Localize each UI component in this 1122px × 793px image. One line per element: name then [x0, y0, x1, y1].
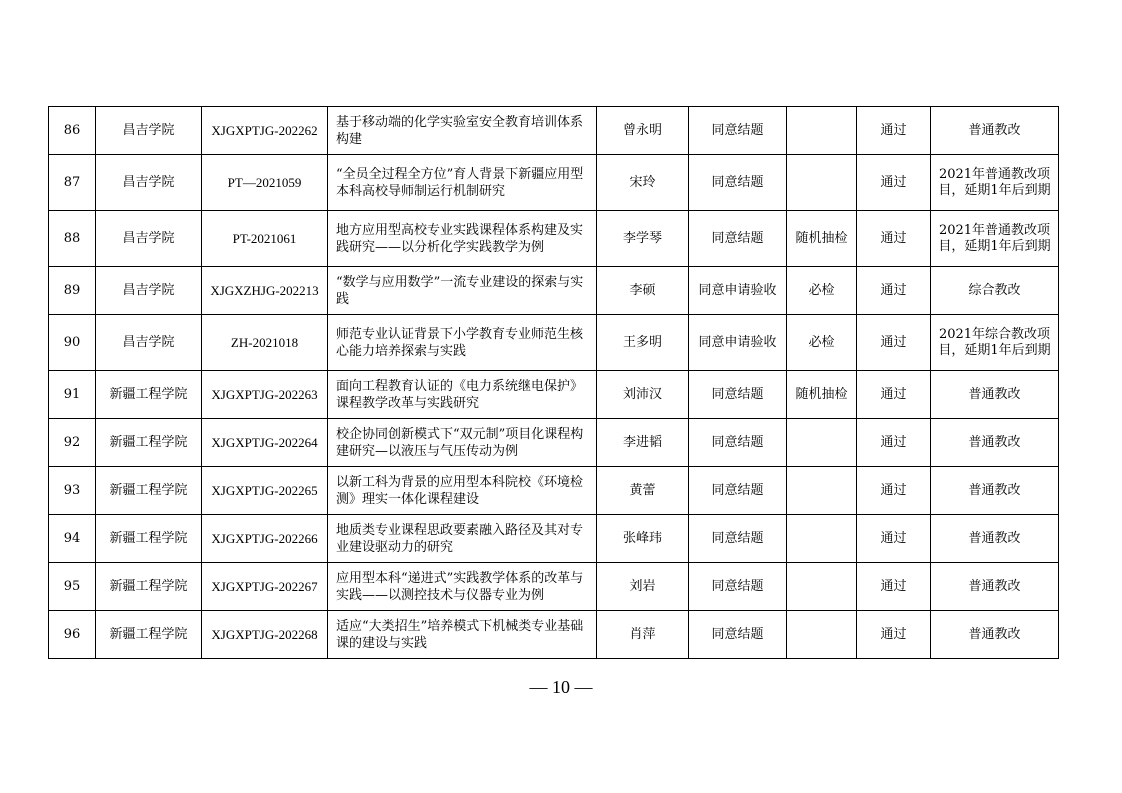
row-number-cell: 91: [49, 371, 96, 419]
project-type-cell: 普通教改: [931, 371, 1059, 419]
result-cell: 通过: [857, 211, 931, 267]
project-code-cell: PT—2021059: [202, 155, 328, 211]
opinion-cell: 同意结题: [689, 211, 787, 267]
inspection-cell: [787, 563, 857, 611]
leader-cell: 李进韬: [597, 419, 689, 467]
school-cell: 昌吉学院: [96, 211, 202, 267]
opinion-cell: 同意结题: [689, 515, 787, 563]
project-type-cell: 普通教改: [931, 515, 1059, 563]
school-cell: 昌吉学院: [96, 315, 202, 371]
project-code-cell: XJGXPTJG-202268: [202, 611, 328, 659]
row-number-cell: 90: [49, 315, 96, 371]
table-row: [49, 371, 1059, 419]
project-type-cell: 普通教改: [931, 419, 1059, 467]
project-table: [48, 106, 1059, 659]
opinion-cell: 同意结题: [689, 563, 787, 611]
project-title-cell: 地方应用型高校专业实践课程体系构建及实践研究——以分析化学实践教学为例: [328, 211, 597, 267]
project-title-cell: 应用型本科“递进式”实践教学体系的改革与实践——以测控技术与仪器专业为例: [328, 563, 597, 611]
table-row: [49, 107, 1059, 155]
inspection-cell: [787, 467, 857, 515]
school-cell: 新疆工程学院: [96, 467, 202, 515]
school-cell: 新疆工程学院: [96, 371, 202, 419]
school-cell: 新疆工程学院: [96, 611, 202, 659]
result-cell: 通过: [857, 371, 931, 419]
project-code-cell: XJGXPTJG-202262: [202, 107, 328, 155]
table-row: [49, 155, 1059, 211]
project-type-cell: 2021年综合教改项目，延期1年后到期: [931, 315, 1059, 371]
project-code-cell: XJGXZHJG-202213: [202, 267, 328, 315]
row-number-cell: 89: [49, 267, 96, 315]
project-type-cell: 普通教改: [931, 107, 1059, 155]
inspection-cell: [787, 419, 857, 467]
project-code-cell: XJGXPTJG-202263: [202, 371, 328, 419]
project-title-cell: 以新工科为背景的应用型本科院校《环境检测》理实一体化课程建设: [328, 467, 597, 515]
opinion-cell: 同意结题: [689, 611, 787, 659]
project-type-cell: 普通教改: [931, 611, 1059, 659]
result-cell: 通过: [857, 611, 931, 659]
table-row: [49, 211, 1059, 267]
result-cell: 通过: [857, 419, 931, 467]
project-title-cell: 地质类专业课程思政要素融入路径及其对专业建设驱动力的研究: [328, 515, 597, 563]
table-row: [49, 563, 1059, 611]
table-row: [49, 611, 1059, 659]
inspection-cell: 必检: [787, 267, 857, 315]
project-code-cell: PT-2021061: [202, 211, 328, 267]
project-code-cell: XJGXPTJG-202267: [202, 563, 328, 611]
table-row: [49, 515, 1059, 563]
opinion-cell: 同意结题: [689, 419, 787, 467]
project-title-cell: 校企协同创新模式下“双元制”项目化课程构建研究—以液压与气压传动为例: [328, 419, 597, 467]
table-body: [49, 107, 1059, 659]
result-cell: 通过: [857, 563, 931, 611]
row-number-cell: 94: [49, 515, 96, 563]
table-row: [49, 267, 1059, 315]
table-row: [49, 315, 1059, 371]
row-number-cell: 95: [49, 563, 96, 611]
project-code-cell: ZH-2021018: [202, 315, 328, 371]
inspection-cell: [787, 155, 857, 211]
opinion-cell: 同意结题: [689, 155, 787, 211]
school-cell: 昌吉学院: [96, 107, 202, 155]
inspection-cell: 必检: [787, 315, 857, 371]
page-number: — 10 —: [529, 677, 593, 697]
row-number-cell: 87: [49, 155, 96, 211]
leader-cell: 刘岩: [597, 563, 689, 611]
row-number-cell: 86: [49, 107, 96, 155]
leader-cell: 王多明: [597, 315, 689, 371]
opinion-cell: 同意结题: [689, 371, 787, 419]
project-code-cell: XJGXPTJG-202266: [202, 515, 328, 563]
leader-cell: 刘沛汉: [597, 371, 689, 419]
inspection-cell: [787, 107, 857, 155]
result-cell: 通过: [857, 107, 931, 155]
table-row: [49, 467, 1059, 515]
result-cell: 通过: [857, 267, 931, 315]
project-title-cell: 师范专业认证背景下小学教育专业师范生核心能力培养探索与实践: [328, 315, 597, 371]
result-cell: 通过: [857, 467, 931, 515]
project-title-cell: 适应“大类招生”培养模式下机械类专业基础课的建设与实践: [328, 611, 597, 659]
project-code-cell: XJGXPTJG-202264: [202, 419, 328, 467]
opinion-cell: 同意申请验收: [689, 267, 787, 315]
row-number-cell: 93: [49, 467, 96, 515]
project-title-cell: 面向工程教育认证的《电力系统继电保护》课程教学改革与实践研究: [328, 371, 597, 419]
result-cell: 通过: [857, 315, 931, 371]
result-cell: 通过: [857, 515, 931, 563]
inspection-cell: [787, 515, 857, 563]
project-code-cell: XJGXPTJG-202265: [202, 467, 328, 515]
row-number-cell: 92: [49, 419, 96, 467]
opinion-cell: 同意申请验收: [689, 315, 787, 371]
project-type-cell: 普通教改: [931, 563, 1059, 611]
school-cell: 昌吉学院: [96, 155, 202, 211]
inspection-cell: 随机抽检: [787, 371, 857, 419]
project-type-cell: 2021年普通教改项目，延期1年后到期: [931, 155, 1059, 211]
leader-cell: 黄蕾: [597, 467, 689, 515]
school-cell: 新疆工程学院: [96, 563, 202, 611]
row-number-cell: 96: [49, 611, 96, 659]
result-cell: 通过: [857, 155, 931, 211]
project-type-cell: 综合教改: [931, 267, 1059, 315]
school-cell: 新疆工程学院: [96, 515, 202, 563]
project-type-cell: 普通教改: [931, 467, 1059, 515]
opinion-cell: 同意结题: [689, 467, 787, 515]
table-row: [49, 419, 1059, 467]
leader-cell: 李硕: [597, 267, 689, 315]
school-cell: 昌吉学院: [96, 267, 202, 315]
project-title-cell: “全员全过程全方位”育人背景下新疆应用型本科高校导师制运行机制研究: [328, 155, 597, 211]
leader-cell: 李学琴: [597, 211, 689, 267]
inspection-cell: [787, 611, 857, 659]
opinion-cell: 同意结题: [689, 107, 787, 155]
inspection-cell: 随机抽检: [787, 211, 857, 267]
leader-cell: 宋玲: [597, 155, 689, 211]
leader-cell: 曾永明: [597, 107, 689, 155]
school-cell: 新疆工程学院: [96, 419, 202, 467]
leader-cell: 肖萍: [597, 611, 689, 659]
project-type-cell: 2021年普通教改项目，延期1年后到期: [931, 211, 1059, 267]
leader-cell: 张峰玮: [597, 515, 689, 563]
row-number-cell: 88: [49, 211, 96, 267]
project-title-cell: “数学与应用数学”一流专业建设的探索与实践: [328, 267, 597, 315]
project-title-cell: 基于移动端的化学实验室安全教育培训体系构建: [328, 107, 597, 155]
